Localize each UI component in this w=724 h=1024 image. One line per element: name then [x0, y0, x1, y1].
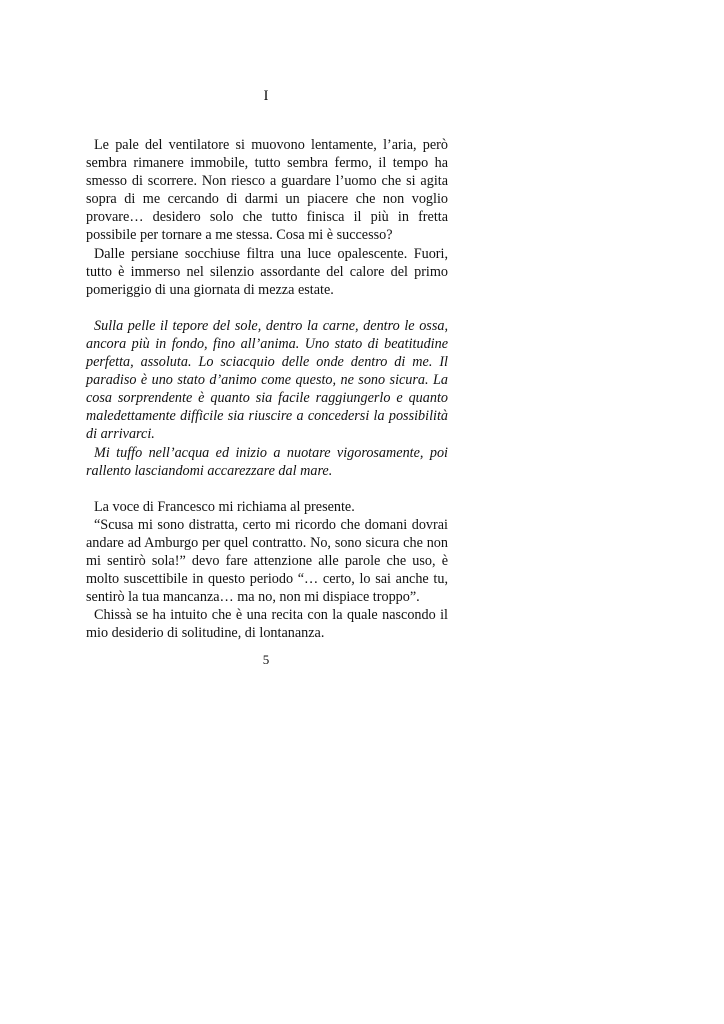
section-break	[86, 480, 448, 498]
paragraph: Dalle persiane socchiuse filtra una luce opalescente. Fuori, tutto è immerso nel silenzio assordante del calore del primo pomeriggio di una giornata di mezza estate.	[86, 245, 448, 298]
paragraph: Le pale del ventilatore si muovono lentamente, l’aria, però sembra rimanere immobile, tutto sembra fermo, il tempo ha smesso di scorrere. Non riesco a guardare l’uomo che si agita sopra di me cercando di darmi un piacere che non voglio provare… desidero solo che tutto finisca il più in fretta possibile per tornare a me stessa. Cosa mi è successo?	[86, 137, 448, 244]
paragraph: “Scusa mi sono distratta, certo mi ricordo che domani dovrai andare ad Amburgo per quel contratto. No, sono sicura che non mi sentirò sola!” devo fare attenzione alle parole che uso, è molto suscettibile in questo periodo “… certo, lo sai anche tu, sentirò la tua mancanza… ma no, non mi dispiace troppo”.	[86, 516, 448, 606]
paragraph: Chissà se ha intuito che è una recita con la quale nascondo il mio desiderio di solitudine, di lontananza.	[86, 607, 448, 642]
paragraph: La voce di Francesco mi richiama al presente.	[94, 498, 355, 515]
italic-paragraph: Mi tuffo nell’acqua ed inizio a nuotare vigorosamente, poi rallento lasciandomi accarezzare dal mare.	[86, 444, 448, 479]
chapter-number: I	[263, 88, 269, 104]
page-number: 5	[262, 652, 270, 667]
italic-paragraph: Sulla pelle il tepore del sole, dentro la carne, dentro le ossa, ancora più in fondo, fino all’anima. Uno stato di beatitudine perfetta, assoluta. Lo sciacquio delle onde dentro di me. Il paradiso è uno stato d’animo come questo, ne sono sicura. La cosa sorprendente è quanto sia facile raggiungerlo e quanto maledettamente difficile sia riuscire a concedersi la possibilità di arrivarci.	[86, 317, 448, 443]
section-break	[86, 299, 448, 317]
body-text	[86, 136, 448, 642]
